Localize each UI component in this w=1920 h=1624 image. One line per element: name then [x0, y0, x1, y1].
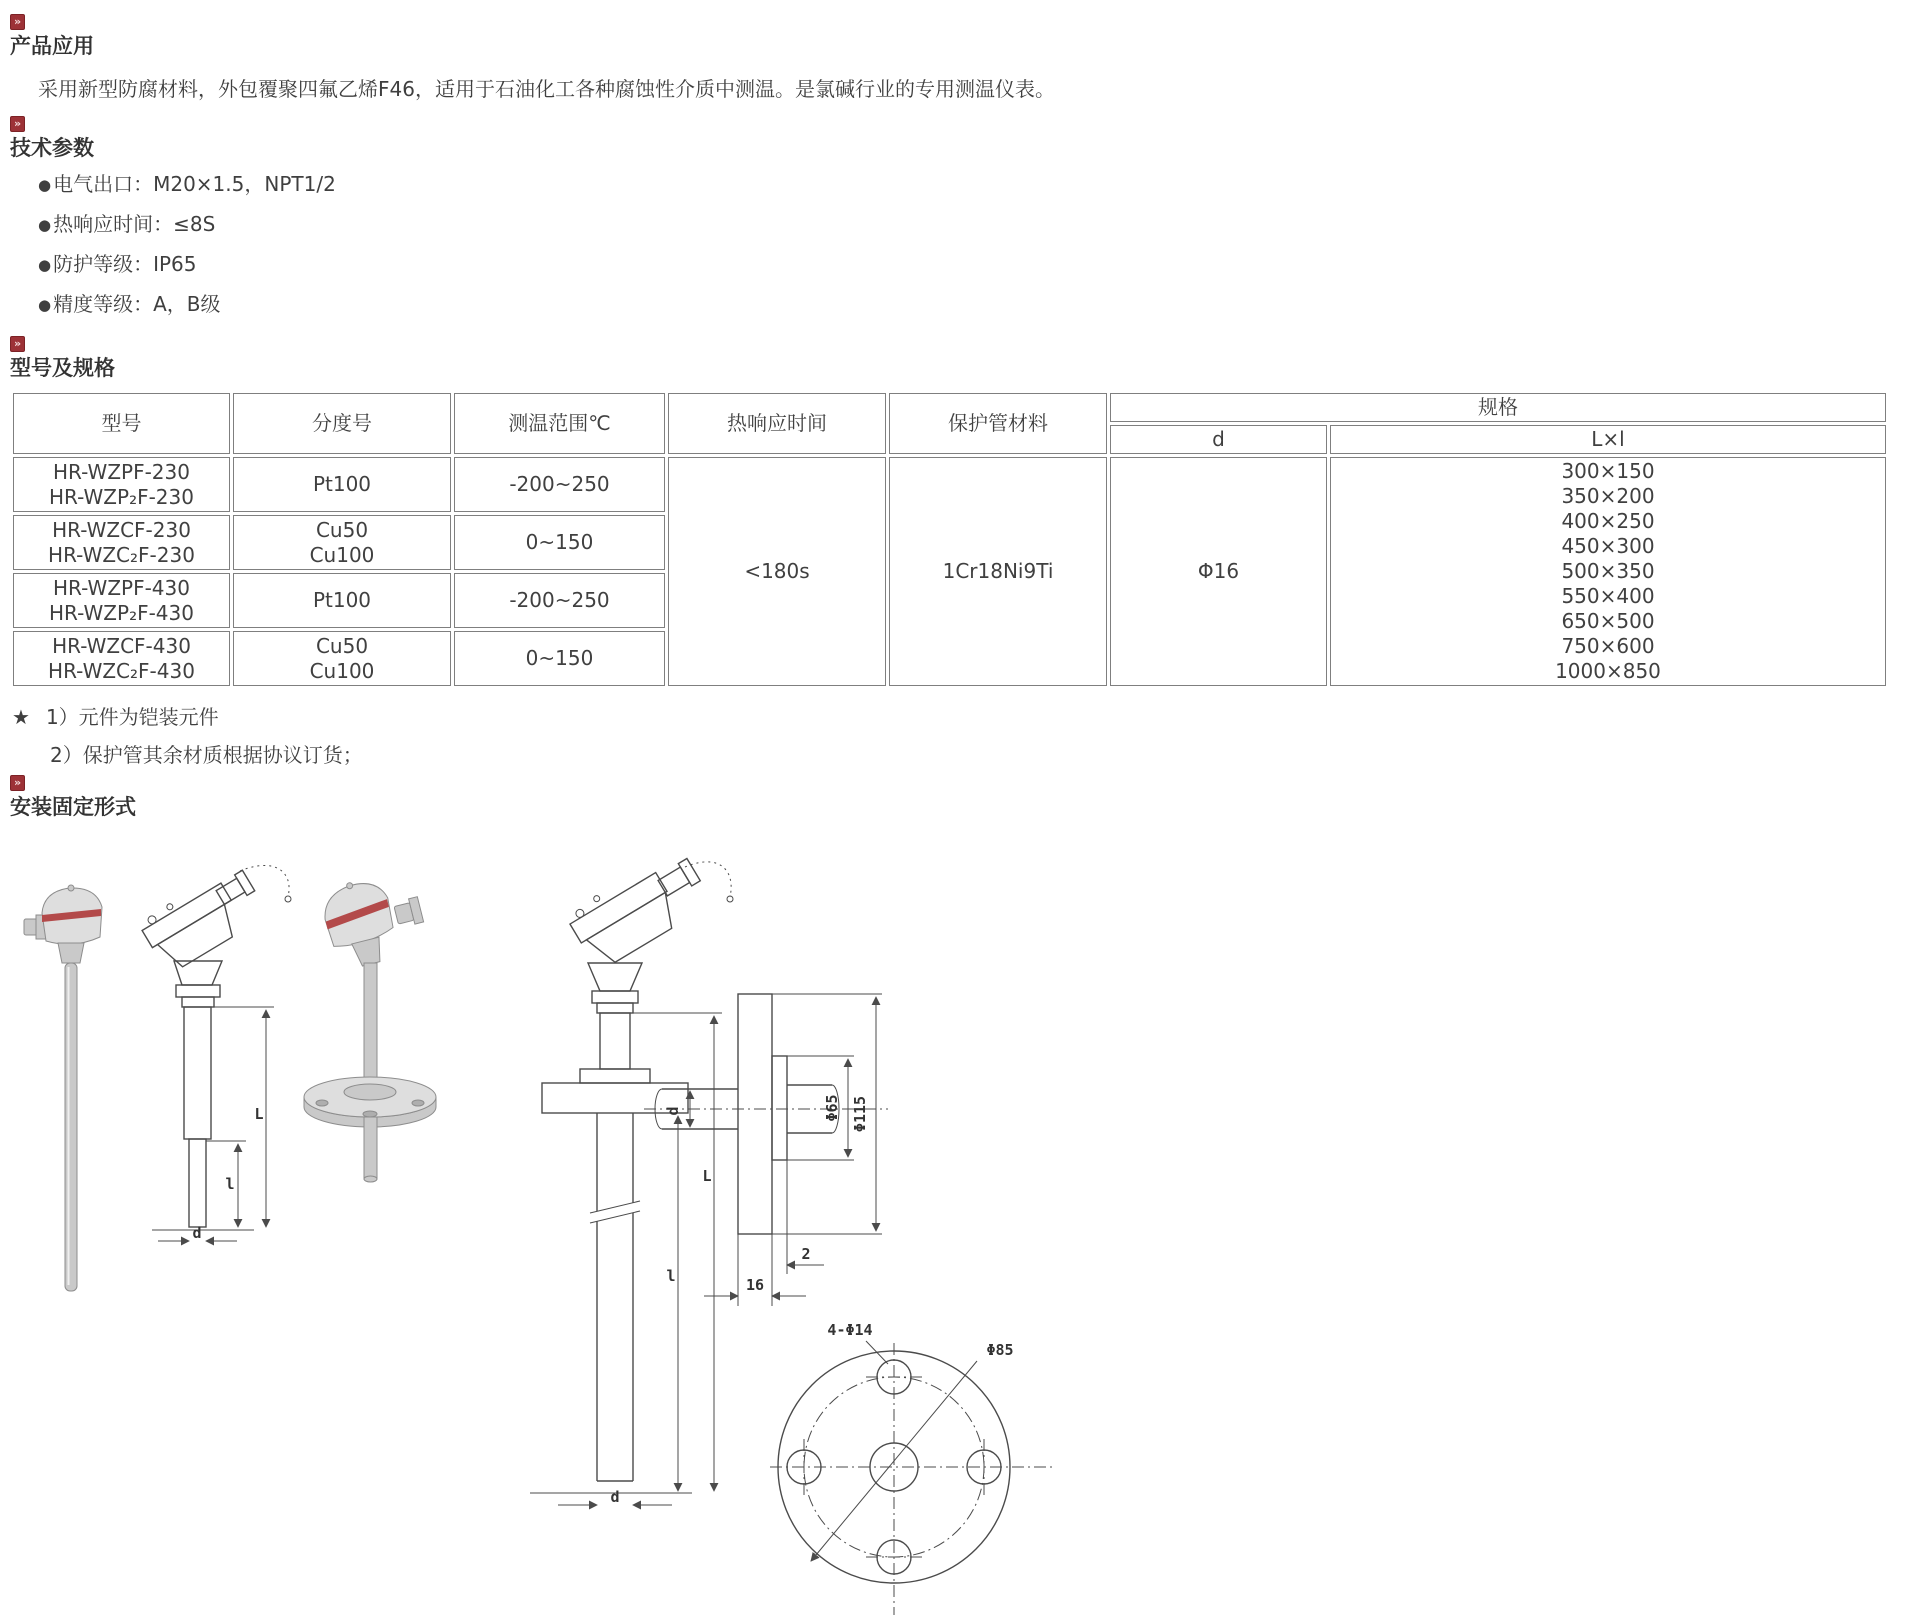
parameter-item: [38, 292, 1910, 317]
installation-title: 安装固定形式: [10, 795, 136, 819]
figure-probe-plain-photo: [22, 879, 122, 1309]
bullet-icon: ●: [38, 216, 52, 234]
figure-flange-section-drawing: [638, 982, 898, 1317]
cell-graduation: [233, 457, 451, 512]
dim-label-phi85: Φ85: [986, 1341, 1014, 1359]
parameter-text: 精度等级：A，B级: [53, 292, 221, 316]
models-title: 型号及规格: [10, 356, 115, 380]
lxl-value: 650×500: [1561, 609, 1655, 633]
col-header-model: 型号: [13, 393, 230, 454]
bullet-icon: ●: [38, 256, 52, 274]
cell-range: -200~250: [454, 573, 665, 628]
model-name: HR-WZCF-230: [52, 517, 191, 542]
flange-face: [770, 1343, 1052, 1615]
table-note-1: [12, 705, 1910, 729]
lxl-value: 300×150: [1561, 459, 1655, 483]
model-name: HR-WZCF-430: [52, 633, 191, 658]
lxl-value: 400×250: [1561, 509, 1655, 533]
note-text: 2）保护管其余材质根据协议订货；: [50, 743, 363, 767]
probe-tube-drawing: [152, 961, 254, 1230]
lxl-value: 750×600: [1561, 634, 1655, 658]
dim-label-l: l: [666, 1267, 676, 1285]
application-body: 采用新型防腐材料，外包覆聚四氟乙烯F46，适用于石油化工各种腐蚀性介质中测温。是氯碱行业的专用测温仪表。: [38, 77, 1055, 101]
dim-label-bolt-holes: 4-Φ14: [827, 1321, 873, 1339]
probe-tube: [65, 963, 77, 1291]
col-header-spec: 规格: [1110, 393, 1886, 422]
section-marker-row: [10, 112, 1910, 128]
parameter-item: [38, 172, 1910, 197]
star-icon: ★: [12, 705, 30, 729]
section-marker-row: [10, 10, 1910, 26]
note-text: 1）元件为铠装元件: [45, 705, 219, 729]
dim-label-l: l: [225, 1175, 235, 1193]
cell-model: [13, 631, 230, 686]
graduation-value: Cu100: [309, 658, 375, 683]
section-anchor-icon: »: [10, 116, 25, 132]
graduation-value: Pt100: [312, 588, 372, 612]
table-note-2: [50, 743, 1910, 767]
dim-label-d: d: [192, 1224, 202, 1242]
dim-label-L: L: [254, 1105, 264, 1123]
probe-head-drawing: [564, 846, 733, 972]
col-header-range: 测温范围℃: [454, 393, 665, 454]
section-anchor-icon: »: [10, 14, 25, 30]
section-marker-row: [10, 771, 1910, 787]
section-anchor-icon: »: [10, 336, 25, 352]
model-name: HR-WZC₂F-230: [48, 542, 195, 567]
cell-range: 0~150: [454, 515, 665, 570]
cell-model: [13, 457, 230, 512]
probe-flange: [304, 963, 436, 1127]
parameters-title: 技术参数: [10, 136, 94, 160]
graduation-value: Cu50: [315, 633, 369, 658]
model-name: HR-WZPF-230: [53, 459, 190, 484]
model-name: HR-WZP₂F-430: [49, 600, 194, 625]
lxl-value: 350×200: [1561, 484, 1655, 508]
cell-graduation: [233, 631, 451, 686]
model-name: HR-WZP₂F-230: [49, 484, 194, 509]
dimension-lines: [664, 994, 882, 1306]
probe-tube: [364, 1117, 377, 1182]
application-title: 产品应用: [10, 34, 94, 58]
dimension-lines: [811, 1321, 1014, 1561]
dim-label-16: 16: [745, 1276, 765, 1294]
model-name: HR-WZPF-430: [53, 575, 190, 600]
dim-label-phi115: Φ115: [851, 1095, 869, 1133]
cell-range: 0~150: [454, 631, 665, 686]
probe-head: [24, 885, 102, 963]
section-anchor-icon: »: [10, 775, 25, 791]
cell-lxl: [1330, 457, 1886, 686]
cell-material: 1Cr18Ni9Ti: [889, 457, 1107, 686]
dim-label-d: d: [610, 1488, 620, 1506]
cell-response: <180s: [668, 457, 886, 686]
cell-graduation: [233, 573, 451, 628]
cell-model: [13, 573, 230, 628]
col-header-lxl: L×l: [1330, 425, 1886, 454]
dim-label-d: d: [664, 1106, 682, 1116]
table-row: [13, 457, 1886, 512]
models-spec-table: [10, 390, 1889, 689]
parameters-list: [38, 172, 1910, 317]
lxl-value: 1000×850: [1555, 659, 1661, 683]
figure-probe-plain-drawing: [122, 857, 297, 1272]
col-header-graduation: 分度号: [233, 393, 451, 454]
col-header-response: 热响应时间: [668, 393, 886, 454]
probe-head-drawing: [137, 863, 291, 976]
graduation-value: Cu50: [315, 517, 369, 542]
cell-graduation: [233, 515, 451, 570]
dimension-lines: [158, 1007, 274, 1242]
graduation-value: Pt100: [312, 472, 372, 496]
dim-label-L: L: [702, 1167, 712, 1185]
cell-model: [13, 515, 230, 570]
col-header-material: 保护管材料: [889, 393, 1107, 454]
model-name: HR-WZC₂F-430: [48, 658, 195, 683]
lxl-value: 450×300: [1561, 534, 1655, 558]
figure-probe-flange-photo: [298, 871, 443, 1201]
parameter-item: [38, 212, 1910, 237]
parameter-text: 电气出口：M20×1.5，NPT1/2: [53, 172, 336, 196]
lxl-value: 500×350: [1561, 559, 1655, 583]
graduation-value: Cu100: [309, 542, 375, 567]
bullet-icon: ●: [38, 176, 52, 194]
figure-flange-face-drawing: [762, 1311, 1062, 1621]
installation-figures: [10, 829, 1910, 1624]
col-header-d: d: [1110, 425, 1327, 454]
dim-label-2: 2: [801, 1245, 811, 1263]
cell-range: -200~250: [454, 457, 665, 512]
bullet-icon: ●: [38, 296, 52, 314]
section-marker-row: [10, 332, 1910, 348]
dim-label-phi65: Φ65: [823, 1094, 841, 1122]
probe-head: [318, 868, 430, 972]
parameter-text: 热响应时间：≤8S: [53, 212, 216, 236]
parameter-text: 防护等级：IP65: [53, 252, 197, 276]
table-header-row-1: [13, 393, 1886, 422]
lxl-value: 550×400: [1561, 584, 1655, 608]
cell-d: Φ16: [1110, 457, 1327, 686]
parameter-item: [38, 252, 1910, 277]
